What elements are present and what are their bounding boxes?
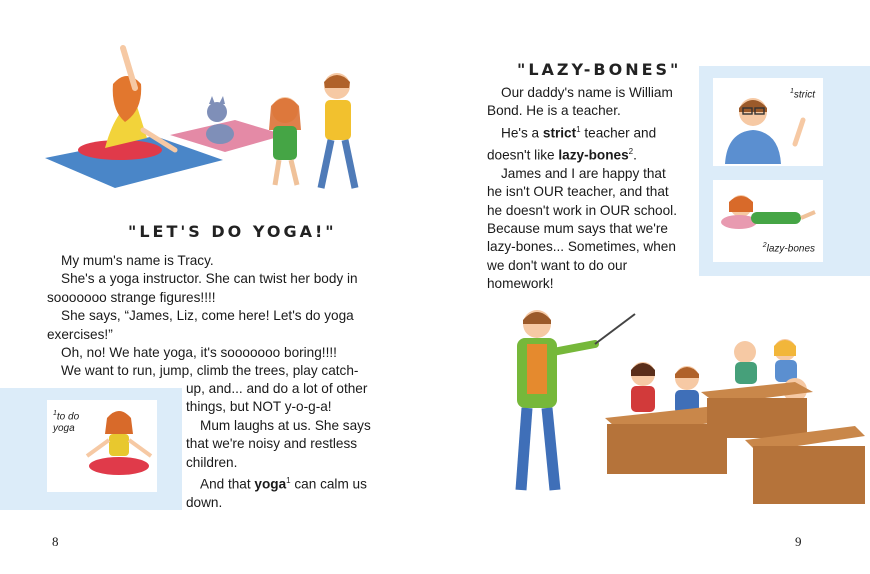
paragraph: Oh, no! We hate yoga, it's sooooooo boring!!!! <box>61 345 337 361</box>
glossary-card <box>47 400 157 492</box>
text-line: children. <box>186 454 238 470</box>
paragraph: Our daddy's name is William Bond. He is a teacher. <box>487 85 673 119</box>
lazy-girl-icon <box>719 186 819 236</box>
glossary-term: $^2$lazy-bones <box>762 241 815 254</box>
paragraph: James and I are happy that he isn't OUR teacher, and that he doesn't work in OUR school. Because mum says that we're lazy-bones... Sometimes, when we don't want to do our homework! <box>487 165 677 292</box>
paragraph: My mum's name is Tracy. <box>61 253 214 268</box>
paragraph: She says, “James, Liz, come here! Let's do yoga exercises!” <box>47 308 354 342</box>
glossary-card-lazy-bones <box>713 180 823 262</box>
glossary-term: $^1$to do yoga <box>53 410 80 435</box>
page-number: 9 <box>795 534 802 549</box>
page-title: "LAZY-BONES" <box>517 60 682 79</box>
wrapped-text <box>186 380 386 512</box>
text-line: that we're noisy and restless <box>186 436 358 452</box>
text-line: things, but NOT y-o-g-a! <box>186 399 332 415</box>
paragraph: We want to run, jump, climb the trees, play catch- <box>61 363 359 379</box>
text-line: up, and... and do a lot of other <box>186 381 368 396</box>
page-title: "LET'S DO YOGA!" <box>128 222 337 241</box>
classroom-illustration <box>495 300 865 510</box>
glossary-card-strict <box>713 78 823 166</box>
yoga-family-illustration <box>45 40 385 200</box>
body-text <box>47 252 377 381</box>
text-line: down. <box>186 494 223 510</box>
text-line: Mum laughs at us. She says <box>200 417 371 433</box>
paragraph: He's a strict$^1$ teacher and doesn't like lazy-bones$^2$. <box>487 124 657 163</box>
right-page <box>435 0 870 574</box>
body-text <box>487 84 683 294</box>
yoga-girl-icon <box>77 404 157 490</box>
text-line: And that yoga$^1$ can calm us <box>200 476 367 492</box>
glossary-term: $^1$strict <box>789 88 815 101</box>
strict-teacher-icon <box>717 84 817 164</box>
paragraph: She's a yoga instructor. She can twist her body in sooooooo strange figures!!!! <box>47 271 358 305</box>
page-number: 8 <box>52 534 59 549</box>
